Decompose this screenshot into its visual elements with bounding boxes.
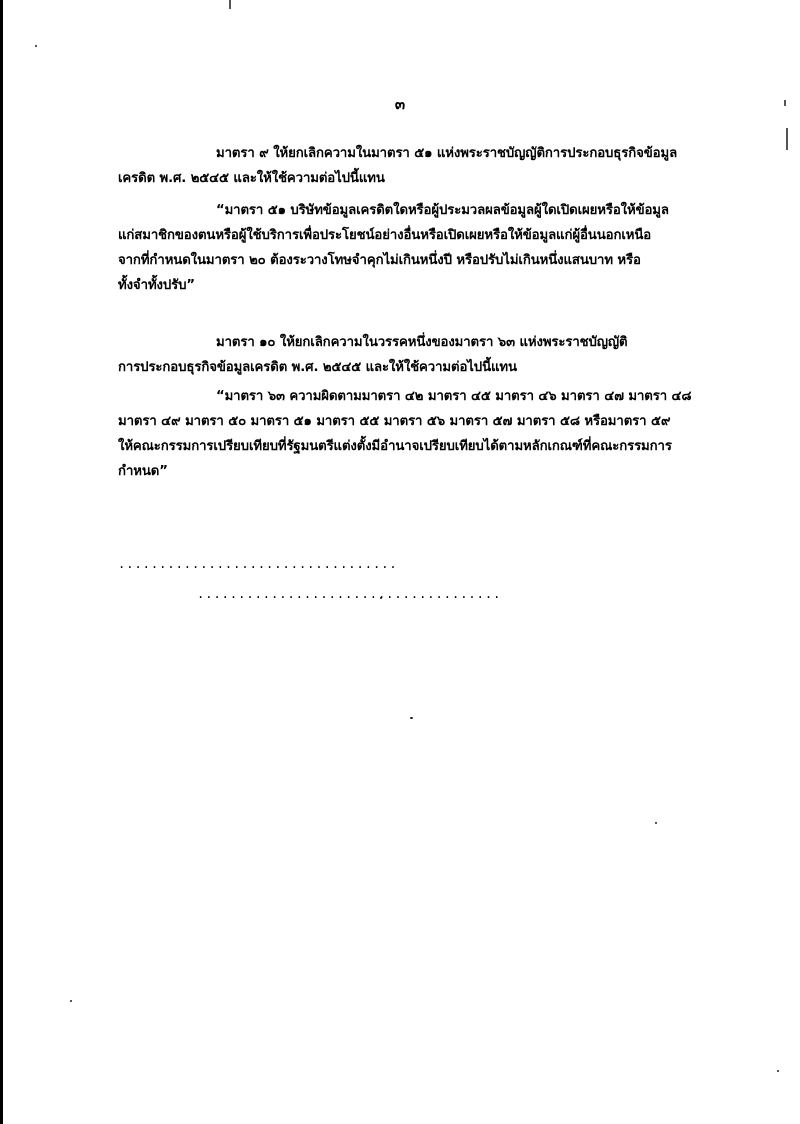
section-63-quote bbox=[118, 384, 718, 484]
scan-left-edge bbox=[0, 0, 3, 1124]
section-63-line-1: “มาตรา ๖๓ ความผิดตามมาตรา ๔๒ มาตรา ๔๕ มาตรา ๔๖ มาตรา ๔๗ มาตรา ๔๘ bbox=[216, 389, 692, 404]
scan-speck bbox=[655, 822, 657, 824]
section-51-quote bbox=[118, 198, 718, 298]
scan-speck bbox=[35, 45, 37, 47]
scan-speck bbox=[70, 1000, 72, 1002]
signature-line-2: ..................................... bbox=[197, 587, 502, 601]
scan-speck bbox=[410, 717, 413, 719]
section-10-paragraph bbox=[118, 330, 718, 380]
signature-line-1: .................................. bbox=[118, 557, 398, 571]
section-9-paragraph bbox=[118, 141, 718, 191]
section-51-line-4: ทั้งจำทั้งปรับ” bbox=[118, 278, 195, 293]
scan-mark-top bbox=[229, 0, 231, 9]
section-10-line-1: มาตรา ๑๐ ให้ยกเลิกความในวรรคหนึ่งของมาตรา ๖๓ แห่งพระราชบัญญัติ bbox=[216, 335, 628, 350]
section-51-line-1: “มาตรา ๕๑ บริษัทข้อมูลเครดิตใดหรือผู้ประมวลผลข้อมูลผู้ใดเปิดเผยหรือให้ข้อมูล bbox=[216, 203, 669, 218]
scan-mark-right-2 bbox=[786, 128, 788, 150]
section-51-line-2: แก่สมาชิกของตนหรือผู้ใช้บริการเพื่อประโยชน์อย่างอื่นหรือเปิดเผยหรือให้ข้อมูลแก่ผู้อื่นนอกเหนือ bbox=[118, 228, 652, 243]
section-63-line-4: กำหนด” bbox=[118, 464, 168, 479]
page-number: ๓ bbox=[394, 95, 406, 113]
section-63-line-3: ให้คณะกรรมการเปรียบเทียบที่รัฐมนตรีแต่งตั้งมีอำนาจเปรียบเทียบได้ตามหลักเกณฑ์ที่คณะกรรมการ bbox=[118, 439, 672, 454]
section-10-line-2: การประกอบธุรกิจข้อมูลเครดิต พ.ศ. ๒๕๔๕ และให้ใช้ความต่อไปนี้แทน bbox=[118, 360, 517, 375]
section-9-line-2: เครดิต พ.ศ. ๒๕๔๕ และให้ใช้ความต่อไปนี้แทน bbox=[118, 171, 385, 186]
scan-speck bbox=[777, 1070, 779, 1072]
section-51-line-3: จากที่กำหนดในมาตรา ๒๐ ต้องระวางโทษจำคุกไม่เกินหนึ่งปี หรือปรับไม่เกินหนึ่งแสนบาท หรือ bbox=[118, 253, 641, 268]
section-63-line-2: มาตรา ๔๙ มาตรา ๕๐ มาตรา ๕๑ มาตรา ๕๕ มาตรา ๕๖ มาตรา ๕๗ มาตรา ๕๘ หรือมาตรา ๕๙ bbox=[118, 414, 671, 429]
section-9-line-1: มาตรา ๙ ให้ยกเลิกความในมาตรา ๕๑ แห่งพระราชบัญญัติการประกอบธุรกิจข้อมูล bbox=[216, 146, 678, 161]
